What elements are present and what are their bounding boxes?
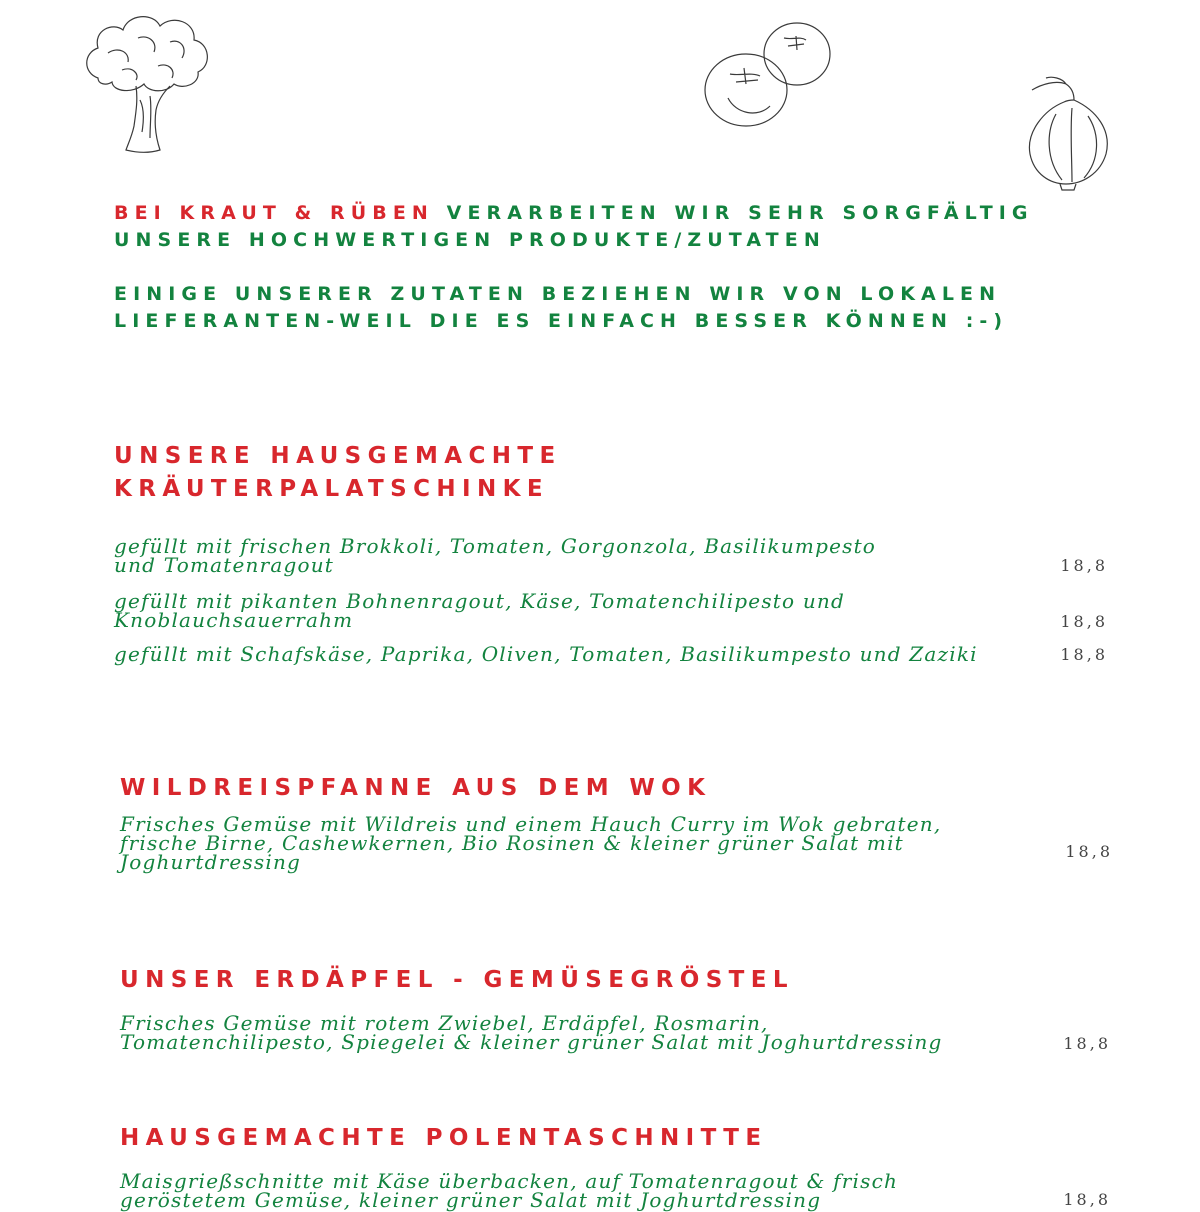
intro-block (114, 200, 1114, 335)
brand-name: BEI KRAUT & RÜBEN (114, 202, 434, 224)
menu-item-description (114, 642, 1024, 666)
menu-item-price: 18,8 (1063, 1190, 1111, 1209)
menu-item-price: 18,8 (1060, 612, 1108, 631)
menu-item-description (114, 534, 1014, 577)
menu-item-description (120, 1169, 1020, 1212)
description-line: Tomatenchilipesto, Spiegelei & kleiner grüner Salat mit Joghurtdressing (120, 1030, 943, 1054)
description-line: geröstetem Gemüse, kleiner grüner Salat mit Joghurtdressing (120, 1188, 822, 1212)
menu-item-price: 18,8 (1060, 556, 1108, 575)
tomato-icon (700, 18, 836, 128)
description-line: Maisgrießschnitte mit Käse überbacken, auf Tomatenragout & frisch (120, 1169, 899, 1193)
section-polenta-title: HAUSGEMACHTE POLENTASCHNITTE (120, 1125, 768, 1151)
description-line: frische Birne, Cashewkernen, Bio Rosinen & kleiner grüner Salat mit (120, 831, 904, 855)
section-palatschinke-title (114, 440, 562, 506)
intro-line-4: LIEFERANTEN-WEIL DIE ES EINFACH BESSER KÖNNEN :-) (114, 310, 1009, 332)
intro-line-2: UNSERE HOCHWERTIGEN PRODUKTE/ZUTATEN (114, 229, 826, 251)
description-line: Frisches Gemüse mit rotem Zwiebel, Erdäpfel, Rosmarin, (120, 1011, 769, 1035)
intro-line-1-text: VERARBEITEN WIR SEHR SORGFÄLTIG (433, 202, 1034, 224)
menu-item-price: 18,8 (1063, 1034, 1111, 1053)
section-wok-title: WILDREISPFANNE AUS DEM WOK (120, 775, 712, 801)
section-groestel-title: UNSER ERDÄPFEL - GEMÜSEGRÖSTEL (120, 967, 794, 993)
description-line: Joghurtdressing (120, 850, 302, 874)
description-line: gefüllt mit Schafskäse, Paprika, Oliven, Tomaten, Basilikumpesto und Zaziki (114, 642, 978, 666)
description-line: Knoblauchsauerrahm (114, 608, 354, 632)
section-title-line-2: KRÄUTERPALATSCHINKE (114, 476, 549, 502)
onion-icon (1016, 74, 1120, 190)
broccoli-icon (78, 8, 218, 156)
description-line: gefüllt mit pikanten Bohnenragout, Käse, Tomatenchilipesto und (114, 589, 846, 613)
menu-item-description (114, 589, 1014, 632)
intro-line-1 (114, 200, 1114, 227)
menu-item-description (120, 1011, 960, 1054)
description-line: gefüllt mit frischen Brokkoli, Tomaten, Gorgonzola, Basilikumpesto (114, 534, 877, 558)
intro-line-3: EINIGE UNSERER ZUTATEN BEZIEHEN WIR VON LOKALEN (114, 283, 1002, 305)
menu-item-description (120, 812, 1020, 874)
description-line: Frisches Gemüse mit Wildreis und einem Hauch Curry im Wok gebraten, (120, 812, 942, 836)
description-line: und Tomatenragout (114, 553, 335, 577)
section-title-line-1: UNSERE HAUSGEMACHTE (114, 443, 562, 469)
menu-item-price: 18,8 (1065, 842, 1113, 861)
menu-item-price: 18,8 (1060, 645, 1108, 664)
